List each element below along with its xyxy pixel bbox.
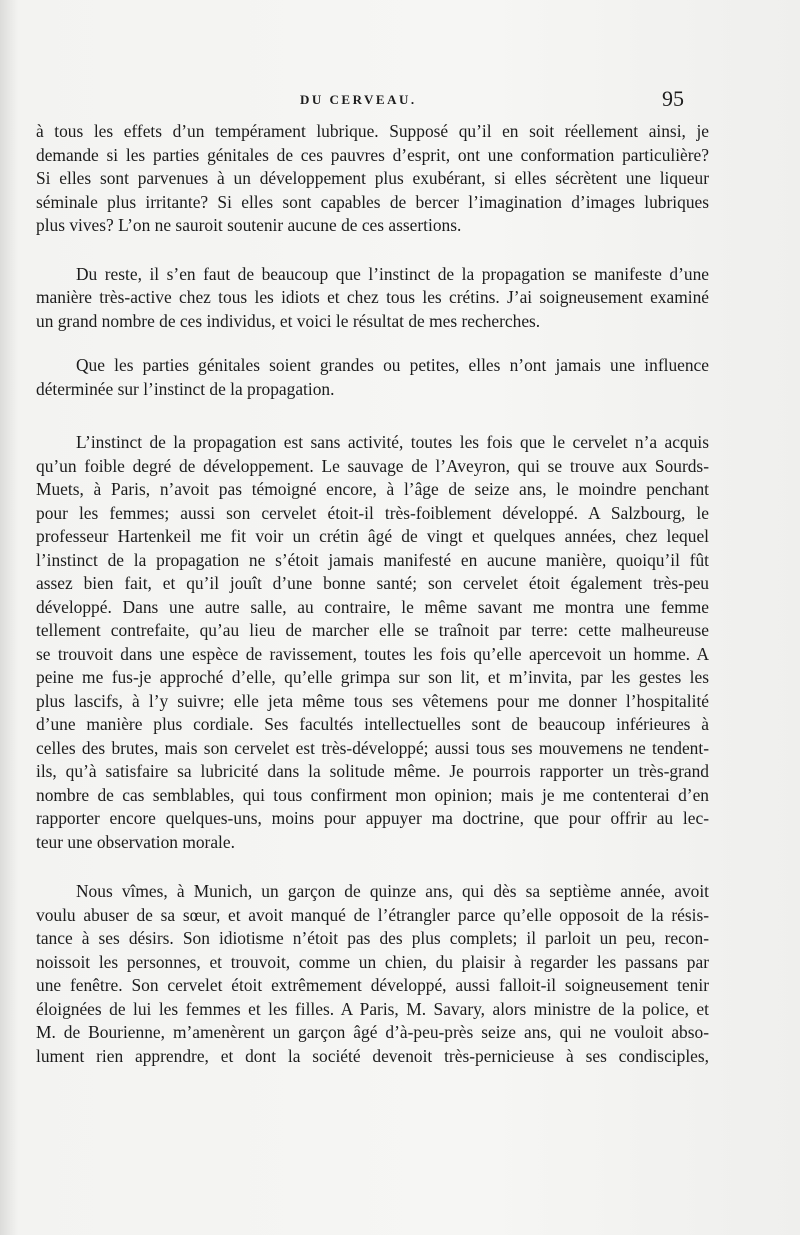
text-line: rapporter encore quelques-uns, moins pour appuyer ma doctrine, que pour offrir au lec- — [36, 808, 709, 828]
text-line: Du reste, il s’en faut de beaucoup que l’instinct de la propagation se manifeste d’une — [76, 263, 709, 284]
text-line: développé. Dans une autre salle, au contraire, le même savant me montra une femme — [36, 596, 709, 617]
text-line: voulu abuser de sa sœur, et avoit manqué de l’étrangler parce qu’elle opposoit de la résis- — [36, 904, 709, 925]
text-line: Si elles sont parvenues à un développement plus exubérant, si elles sécrètent une liqueur — [36, 168, 709, 188]
text-line: se trouvoit dans une espèce de ravissement, toutes les fois qu’elle apercevoit un homme. A — [36, 643, 709, 664]
paragraph — [36, 354, 709, 401]
text-line: Muets, à Paris, n’avoit pas témoigné encore, à l’âge de seize ans, le moindre penchant — [36, 479, 709, 499]
text-line: qu’un foible degré de développement. Le sauvage de l’Aveyron, qui se trouve aux Sourds- — [36, 455, 709, 476]
text-line: peine me fus-je approché d’elle, qu’elle grimpa sur son lit, et m’invita, par les gestes les — [36, 667, 709, 687]
text-line: manière très-active chez tous les idiots et chez tous les crétins. J’ai soigneusement examiné — [36, 287, 709, 307]
text-line: celles des brutes, mais son cervelet est très-développé; aussi tous ses mouvemens ne tendent- — [36, 737, 709, 758]
text-line: éloignées de lui les femmes et les filles. A Paris, M. Savary, alors ministre de la police, et — [36, 998, 709, 1019]
paragraph — [36, 880, 709, 1068]
text-line: pour les femmes; aussi son cervelet étoit-il très-foiblement développé. A Salzbourg, le — [36, 502, 709, 523]
text-line: d’une manière plus cordiale. Ses facultés intellectuelles sont de beaucoup inférieures à — [36, 714, 709, 734]
text-line: l’instinct de la propagation ne s’étoit jamais manifesté en aucune manière, quoiqu’il fût — [36, 549, 709, 570]
text-line: L’instinct de la propagation est sans activité, toutes les fois que le cervelet n’a acquis — [76, 432, 709, 452]
text-line: plus vives? L’on ne sauroit soutenir aucune de ces assertions. — [36, 215, 462, 235]
text-line: nombre de cas semblables, qui tous confirment mon opinion; mais je me contenterai d’en — [36, 784, 709, 805]
text-line: une fenêtre. Son cervelet étoit extrêmement développé, aussi falloit-il soigneusement tenir — [36, 975, 709, 995]
text-line: un grand nombre de ces individus, et voici le résultat de mes recherches. — [36, 310, 541, 331]
running-title: DU CERVEAU. — [300, 92, 417, 107]
text-line: tance à ses désirs. Son idiotisme n’étoit pas des plus complets; il parloit un peu, recon- — [36, 928, 709, 948]
text-line: assez bien fait, et qu’il jouît d’une bonne santé; son cervelet étoit également très-peu — [36, 573, 709, 593]
text-line: séminale plus irritante? Si elles sont capables de bercer l’imagination d’images lubriques — [36, 191, 709, 212]
text-line: à tous les effets d’un tempérament lubrique. Supposé qu’il en soit réellement ainsi, je — [36, 121, 709, 141]
paragraph — [36, 431, 709, 854]
text-line: teur une observation morale. — [36, 831, 235, 852]
text-line: Que les parties génitales soient grandes ou petites, elles n’ont jamais une influence — [76, 355, 709, 375]
text-line: déterminée sur l’instinct de la propagation. — [36, 378, 335, 399]
text-line: tellement contrefaite, qu’au lieu de marcher elle se traînoit par terre: cette malheureuse — [36, 620, 709, 640]
text-line: professeur Hartenkeil me fit voir un crétin âgé de vingt et quelques années, chez lequel — [36, 526, 709, 546]
paragraph — [36, 263, 709, 334]
text-line: M. de Bourienne, m’amenèrent un garçon âgé d’à-peu-près seize ans, qui ne vouloit abso- — [36, 1022, 709, 1042]
body-text — [36, 120, 709, 1068]
text-line: demande si les parties génitales de ces pauvres d’esprit, ont une conformation particulière? — [36, 144, 709, 165]
text-line: plus lascifs, à l’y suivre; elle jeta même tous ses vêtemens pour me donner l’hospitalité — [36, 690, 709, 711]
text-line: ils, qu’à satisfaire sa lubricité dans la solitude même. Je pourrois rapporter un très-grand — [36, 761, 709, 781]
paragraph — [36, 120, 709, 238]
text-line: Nous vîmes, à Munich, un garçon de quinze ans, qui dès sa septième année, avoit — [76, 881, 709, 901]
text-line: noissoit les personnes, et trouvoit, comme un chien, du plaisir à regarder les passans par — [36, 951, 709, 972]
text-line: lument rien apprendre, et dont la société devenoit très-pernicieuse à ses condisciples, — [36, 1045, 709, 1066]
page-number: 95 — [662, 86, 684, 111]
